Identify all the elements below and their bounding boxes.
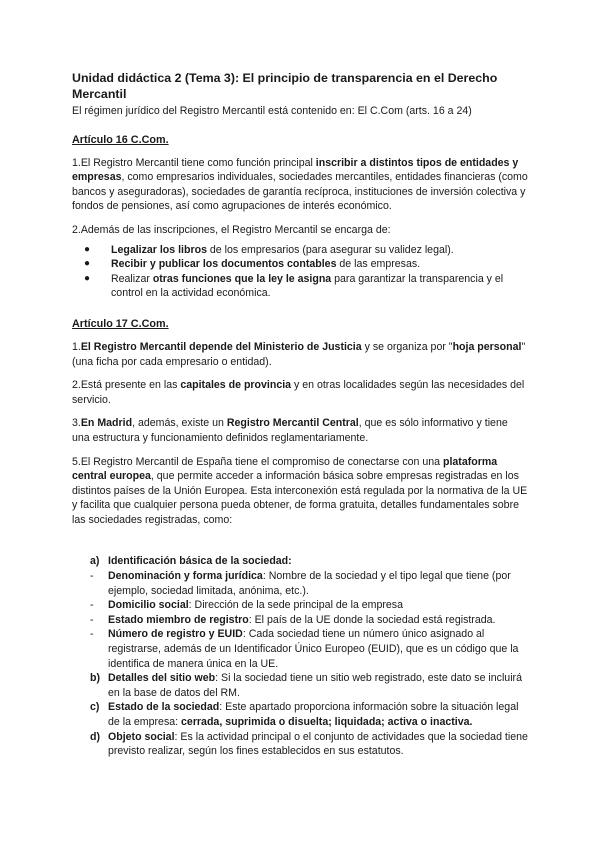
list-item-dash: - Denominación y forma jurídica: Nombre de la sociedad y el tipo legal que tiene (por ejemplo, sociedad limitada, anónima, etc.).	[90, 570, 511, 597]
page-title: Unidad didáctica 2 (Tema 3): El principio de transparencia en el Derecho Mercantil	[72, 71, 498, 101]
list-item-dash: - Número de registro y EUID: Cada sociedad tiene un número único asignado al registrarse, además de un Identificador Único Europeo (EUID), que es un código que la identifica de manera única en la UE.	[90, 628, 519, 670]
list-item: ● Recibir y publicar los documentos contables de las empresas.	[84, 258, 421, 271]
art17-paragraph-5: 5.El Registro Mercantil de España tiene el compromiso de conectarse con una plataforma central europea, que permite acceder a información básica sobre empresas registradas en los distintos países de la Unión Europea. Esta interconexión está regulada por la normativa de la UE y facilita que cualquier persona pueda obtener, de forma gratuita, detalles fundamentales sobre las sociedades registradas, como:	[72, 455, 528, 526]
art17-paragraph-2: 2.Está presente en las capitales de provincia y en otras localidades según las necesidades del servicio.	[72, 379, 525, 406]
art17-paragraph-1: 1.El Registro Mercantil depende del Ministerio de Justicia y se organiza por "hoja personal" (una ficha por cada empresario o entidad).	[72, 340, 526, 368]
list-item: ● Realizar otras funciones que la ley le asigna para garantizar la transparencia y el control en la actividad económica.	[84, 272, 504, 300]
bullet-icon: ●	[84, 272, 91, 284]
eu-data-list	[72, 554, 528, 758]
list-item-dash: - Domicilio social: Dirección de la sede principal de la empresa	[90, 599, 403, 612]
bullet-icon: ●	[84, 243, 91, 255]
list-item-dash: - Estado miembro de registro: El país de la UE donde la sociedad está registrada.	[90, 613, 496, 626]
list-item-d: d) Objeto social: Es la actividad principal o el conjunto de actividades que la sociedad tiene previsto realizar, según los fines establecidos en sus estatutos.	[90, 730, 528, 758]
article-17-heading: Artículo 17 C.Com.	[72, 317, 169, 330]
list-item-a: a) Identificación básica de la sociedad:	[90, 555, 292, 568]
spacer	[72, 536, 528, 554]
bullet-icon: ●	[84, 258, 91, 270]
art16-paragraph-1: 1.El Registro Mercantil tiene como función principal inscribir a distintos tipos de entidades y empresas, como empresarios individuales, sociedades mercantiles, entidades financieras (como bancos y aseguradoras), sociedades de garantía recíproca, instituciones de inversión colectiva y fondos de pensiones, así como agrupaciones de interés económico.	[72, 156, 528, 213]
art16-paragraph-2: 2.Además de las inscripciones, el Registro Mercantil se encarga de:	[72, 223, 391, 236]
list-item-c: c) Estado de la sociedad: Este apartado proporciona información sobre la situación legal de la empresa: cerrada, suprimida o disuelta; liquidada; activa o inactiva.	[90, 701, 519, 728]
list-item-b: b) Detalles del sitio web: Si la sociedad tiene un sitio web registrado, este dato se incluirá en la base de datos del RM.	[90, 672, 522, 699]
art17-paragraph-3: 3.En Madrid, además, existe un Registro Mercantil Central, que es sólo informativo y tiene una estructura y funcionamiento definidos reglamentariamente.	[72, 417, 508, 444]
art16-bullet-list	[72, 243, 528, 301]
list-item: ● Legalizar los libros de los empresarios (para asegurar su validez legal).	[84, 243, 454, 256]
intro-paragraph: El régimen jurídico del Registro Mercantil está contenido en: El C.Com (arts. 16 a 24)	[72, 105, 472, 117]
article-16-heading: Artículo 16 C.Com.	[72, 133, 169, 146]
